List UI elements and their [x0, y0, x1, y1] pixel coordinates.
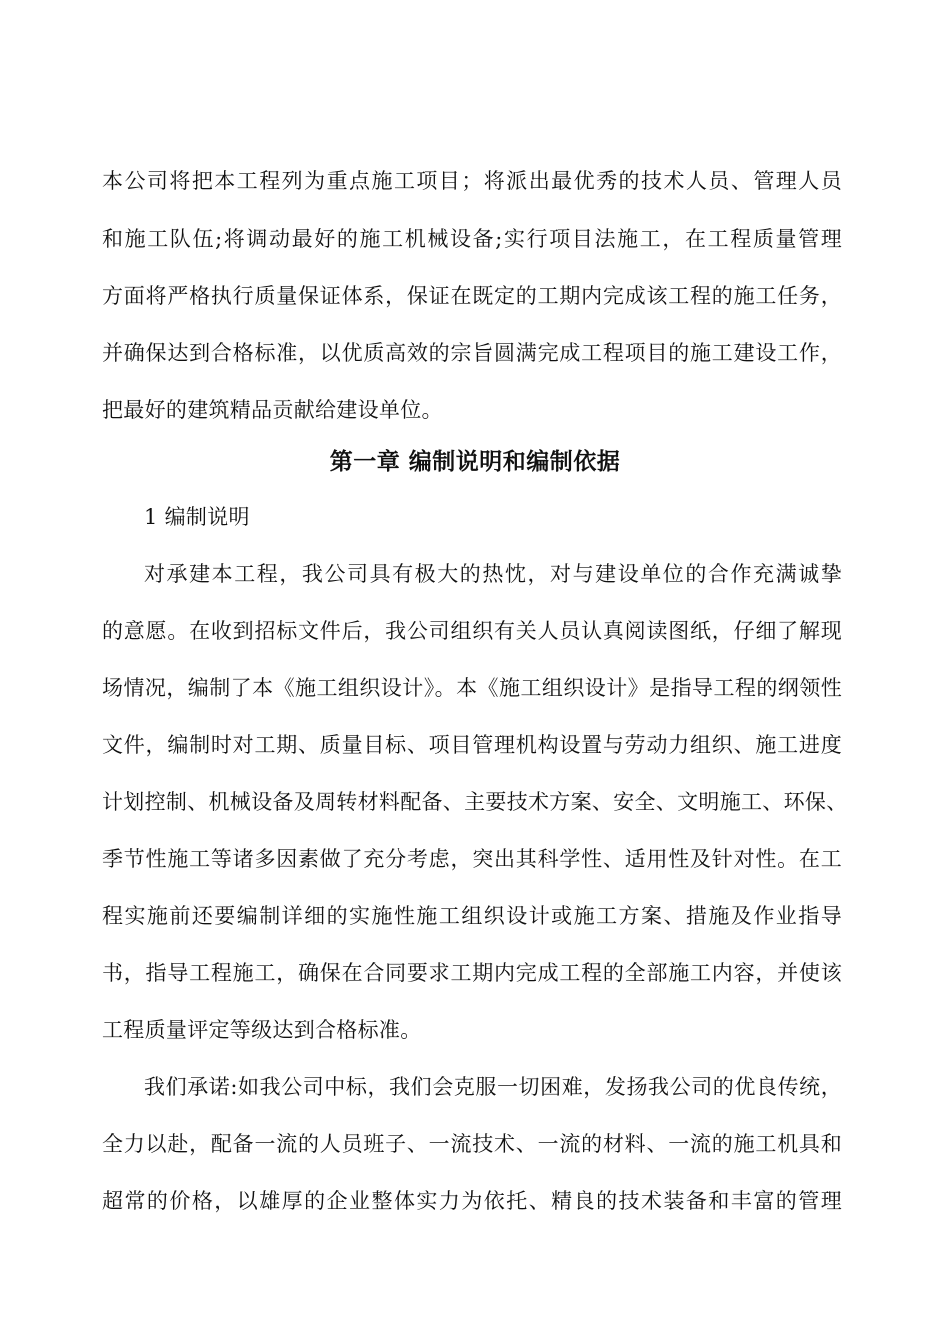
para1-line-4: 文件，编制时对工期、质量目标、项目管理机构设置与劳动力组织、施工进度	[102, 733, 842, 757]
chapter-heading: 第一章 编制说明和编制依据	[329, 449, 621, 475]
section-heading: 1 编制说明	[144, 505, 250, 529]
para1-line-6: 季节性施工等诸多因素做了充分考虑，突出其科学性、适用性及针对性。在工	[102, 847, 842, 871]
para1-line-9: 工程质量评定等级达到合格标准。	[102, 1018, 422, 1042]
para1-line-2: 的意愿。在收到招标文件后，我公司组织有关人员认真阅读图纸，仔细了解现	[102, 619, 842, 643]
para1-line-3: 场情况，编制了本《施工组织设计》。本《施工组织设计》是指导工程的纲领性	[102, 676, 842, 700]
para1-line-5: 计划控制、机械设备及周转材料配备、主要技术方案、安全、文明施工、环保、	[102, 790, 848, 814]
intro-line-5: 把最好的建筑精品贡献给建设单位。	[102, 398, 443, 422]
intro-line-4: 并确保达到合格标准，以优质高效的宗旨圆满完成工程项目的施工建设工作，	[102, 341, 842, 365]
intro-line-1: 本公司将把本工程列为重点施工项目；将派出最优秀的技术人员、管理人员	[102, 169, 842, 193]
intro-line-2: 和施工队伍;将调动最好的施工机械设备;实行项目法施工，在工程质量管理	[102, 227, 842, 251]
para1-line-7: 程实施前还要编制详细的实施性施工组织设计或施工方案、措施及作业指导	[102, 904, 842, 928]
intro-line-3: 方面将严格执行质量保证体系，保证在既定的工期内完成该工程的施工任务，	[102, 284, 842, 308]
para1-line-1: 对承建本工程，我公司具有极大的热忱，对与建设单位的合作充满诚挚	[144, 562, 842, 586]
para1-line-8: 书，指导工程施工，确保在合同要求工期内完成工程的全部施工内容，并使该	[102, 961, 842, 985]
para2-line-3: 超常的价格，以雄厚的企业整体实力为依托、精良的技术装备和丰富的管理	[102, 1189, 842, 1213]
para2-line-1: 我们承诺:如我公司中标，我们会克服一切困难，发扬我公司的优良传统，	[144, 1075, 842, 1099]
para2-line-2: 全力以赴，配备一流的人员班子、一流技术、一流的材料、一流的施工机具和	[102, 1132, 842, 1156]
